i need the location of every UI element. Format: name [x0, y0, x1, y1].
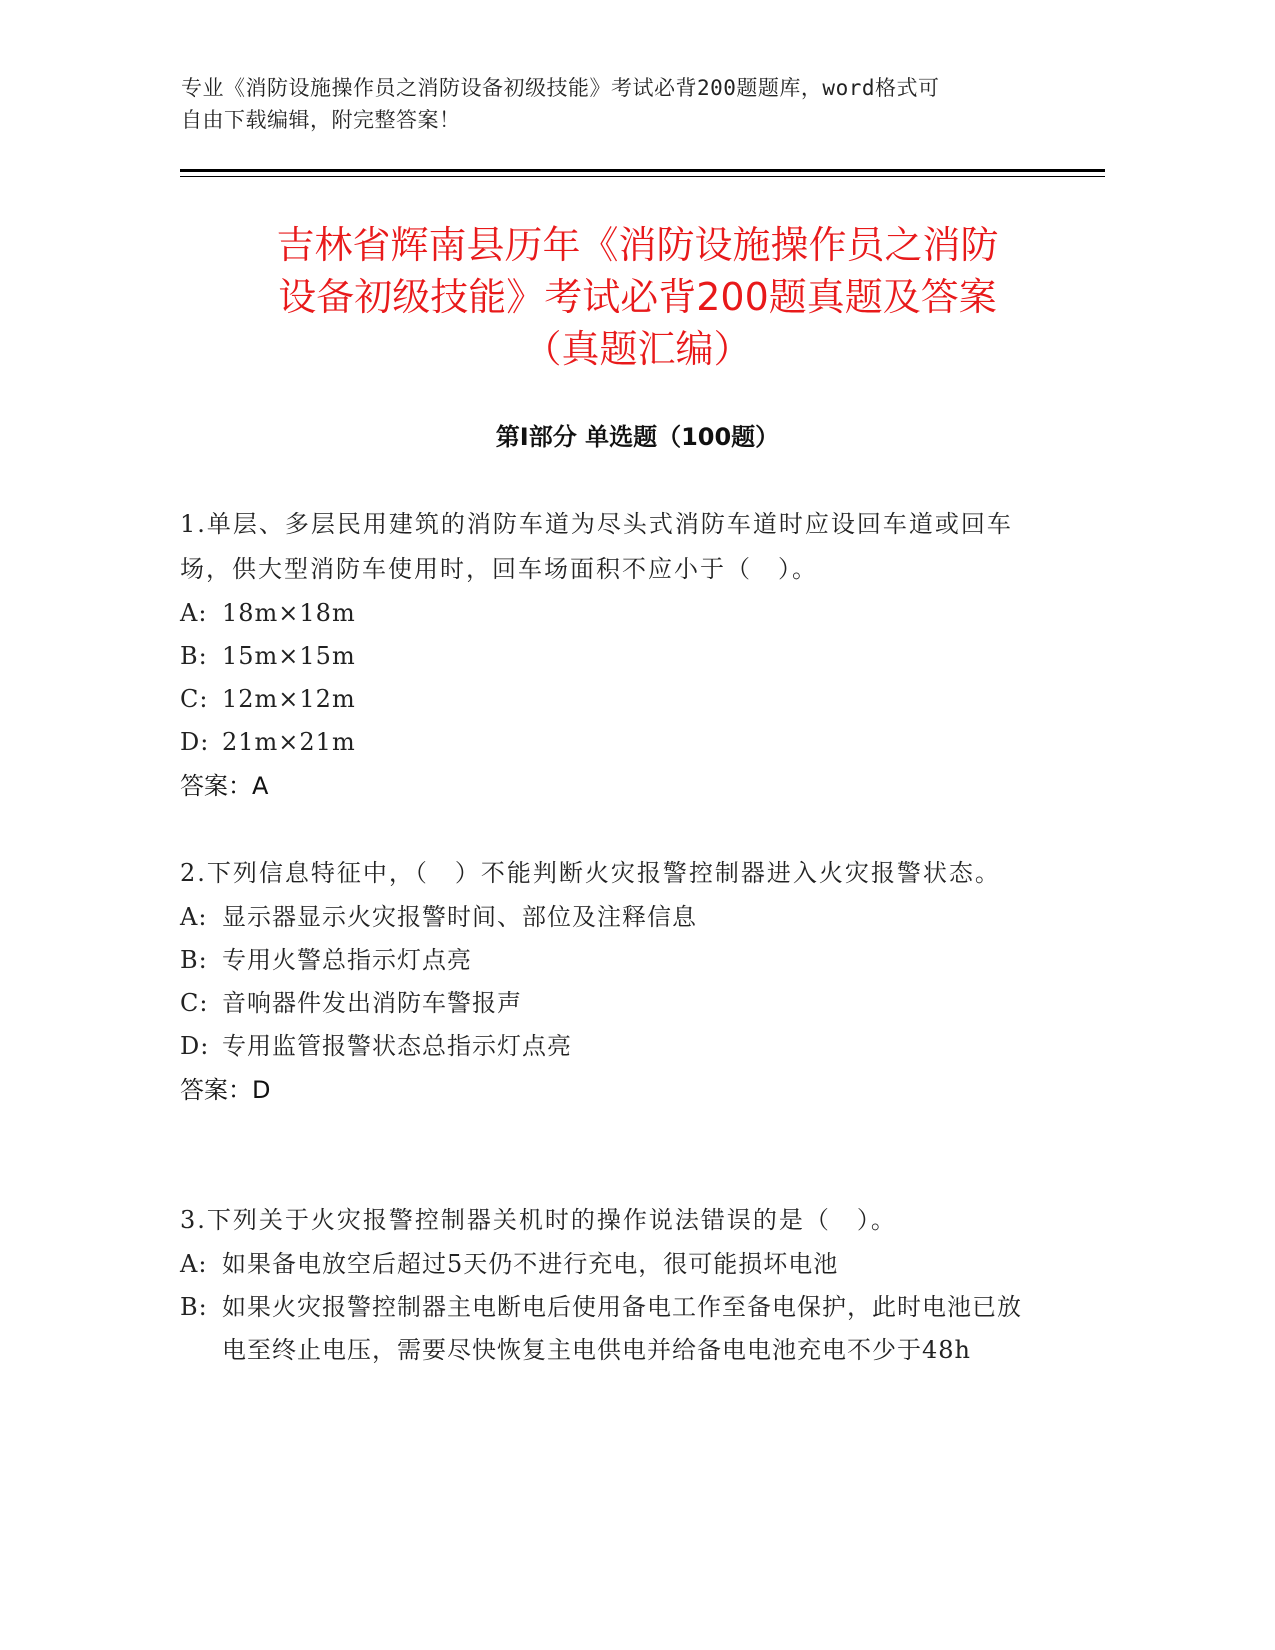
option-text: 12m×12m — [222, 685, 356, 713]
option-text: 18m×18m — [222, 599, 356, 627]
document-title-line-2: 设备初级技能》考试必背200题真题及答案 — [278, 275, 997, 319]
option-a — [180, 592, 1040, 635]
header-note-line-1: 专业《消防设施操作员之消防设备初级技能》考试必背200题题库，word格式可 — [181, 76, 940, 100]
option-text: 如果火灾报警控制器主电断电后使用备电工作至备电保护，此时电池已放电至终止电压，需要尽快恢复主电供电并给备电电池充电不少于48h — [222, 1293, 1022, 1364]
answer-label: 答案：A — [180, 772, 269, 800]
option-b — [180, 635, 1040, 678]
document-title-line-3: （真题汇编） — [523, 327, 752, 371]
option-key: B: — [180, 642, 208, 670]
option-text: 15m×15m — [222, 642, 356, 670]
option-b — [180, 1286, 1040, 1372]
option-key: B: — [180, 946, 208, 974]
question-stem: 2.下列信息特征中，（ ）不能判断火灾报警控制器进入火灾报警状态。 — [180, 859, 1001, 887]
option-key: B: — [180, 1293, 208, 1321]
section-heading: 第Ⅰ部分 单选题（100题） — [495, 423, 780, 451]
option-d — [180, 721, 1040, 764]
answer-label: 答案：D — [180, 1076, 271, 1104]
document-title-line-1: 吉林省辉南县历年《消防设施操作员之消防 — [276, 223, 999, 267]
header-note — [181, 72, 1061, 136]
header-rule-thin — [180, 176, 1105, 177]
option-key: D: — [180, 1032, 210, 1060]
document-title — [150, 219, 1125, 375]
option-a — [180, 896, 1040, 939]
question-stem: 3.下列关于火灾报警控制器关机时的操作说法错误的是（ ）。 — [180, 1206, 897, 1234]
question-stem: 1.单层、多层民用建筑的消防车道为尽头式消防车道时应设回车道或回车场，供大型消防车使用时，回车场面积不应小于（ ）。 — [180, 510, 1013, 583]
option-text: 专用监管报警状态总指示灯点亮 — [222, 1032, 572, 1060]
option-text: 音响器件发出消防车警报声 — [222, 989, 522, 1017]
option-d — [180, 1025, 1040, 1068]
question-3 — [180, 1198, 1040, 1372]
option-key: C: — [180, 989, 209, 1017]
option-key: D: — [180, 728, 210, 756]
option-key: A: — [180, 1250, 208, 1278]
option-text: 21m×21m — [222, 728, 356, 756]
option-key: A: — [180, 903, 208, 931]
option-key: C: — [180, 685, 209, 713]
option-c — [180, 678, 1040, 721]
option-b — [180, 939, 1040, 982]
option-text: 如果备电放空后超过5天仍不进行充电，很可能损坏电池 — [222, 1250, 839, 1278]
question-1 — [180, 502, 1040, 809]
option-a — [180, 1243, 1040, 1286]
header-rule-thick — [180, 169, 1105, 172]
question-2 — [180, 851, 1040, 1113]
option-text: 专用火警总指示灯点亮 — [222, 946, 472, 974]
header-note-line-2: 自由下载编辑，附完整答案！ — [181, 108, 461, 132]
option-c — [180, 982, 1040, 1025]
option-text: 显示器显示火灾报警时间、部位及注释信息 — [222, 903, 697, 931]
option-key: A: — [180, 599, 208, 627]
